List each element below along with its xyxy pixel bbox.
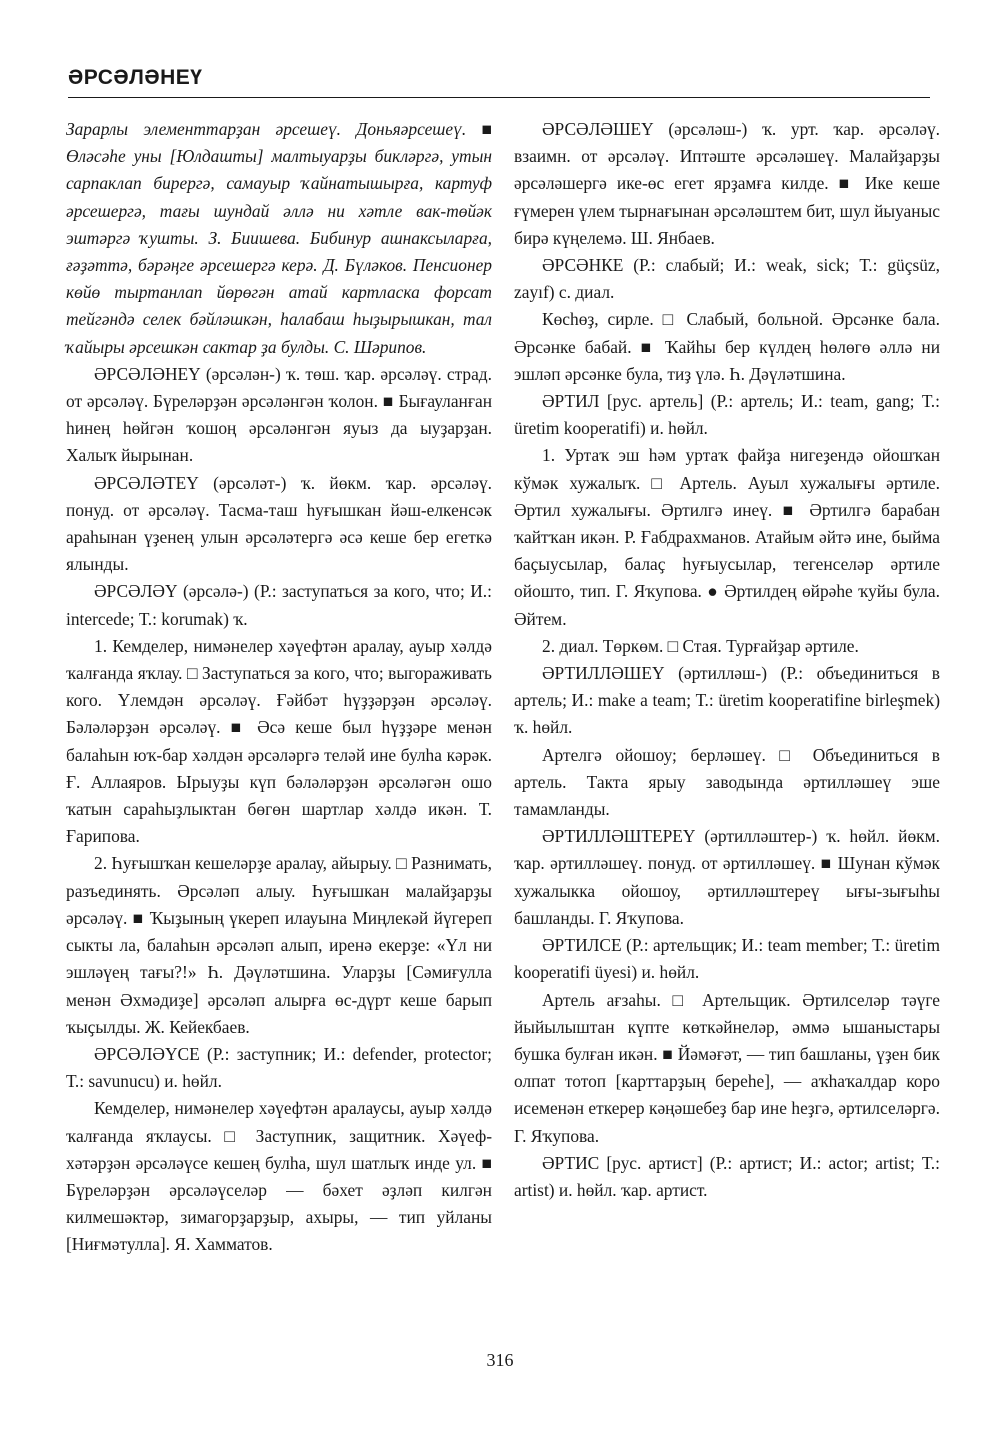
entry-arsalau: ӘРСӘЛӘҮ (әрсәлә-) (Р.: заступаться за кого, что; И.: intercede; Т.: korumak) ҡ. [66,581,492,629]
sense-1: 1. Кемделер, нимәнелер хәүефтән аралау, ауыр хәлдә ҡалғанда яҡлау. □ Заступаться за кого, что; выгораживать кого. Үлемдән әрсәләү. Ғәйбәт һүҙҙәрҙән әрсәләү. Бәләләрҙән әрсәләү. ■ Әсә кеше был һүҙҙәре менән балаһын юҡ-бар хәлдән әрсәләргә теләй ине булһа кәрәк. Ғ. Аллаяров. Ырыуҙы күп бәләләрҙән әрсәләгән ошо ҡатын сараһыҙлыктан бөгөн шартлар хәлдә икән. Т. Ғарипова. [66,635,492,847]
entry-artis: ӘРТИС [рус. артист] (Р.: артист; И.: actor; artist; Т.: artist) и. һөйл. ҡар. артист. [514,1152,940,1200]
entry-arsalause-def: Кемделер, нимәнелер хәүефтән аралаусы, ауыр хәлдә ҡалғанда яҡлаусы. □ Заступник, защитник. Хәүеф-хәтәрҙән әрсәләүсе кешең булһа, шул шатлыҡ инде ул. ■ Бүреләрҙән әрсәләүселәр — бәхет әҙләп килгән килмешәктәр, зимагорҙарҙыр, ахыры, — тип уйланы [Ниғмәтулла]. Я. Хамматов. [66,1098,492,1255]
entry-artilse-def: Артель ағзаһы. □ Артельщик. Әртилселәр тәүге йыйылыштан күпте көткәйнеләр, әммә ышаныстары бушка булған икән. ■ Йәмәғәт, — тип башланы, үҙен бик олпат тотоп [карттарҙың береһе], — аҡһаҡалдар коро исеменән еткерер кәңәшебеҙ бар ине һеҙгә, әртилселәргә. Г. Яҡупова. [514,989,940,1146]
entry-arsalateu: ӘРСӘЛӘТЕҮ (әрсәләт-) ҡ. йөкм. ҡар. әрсәләү. понуд. от әрсәләү. Тасма-таш һуғышкан йәш-елкенсәк араһынан үҙенең улын әрсәләтергә әсә кеше бер егеткә ялынды. [66,472,492,575]
entry-artil-sense-2: 2. диал. Төркөм. □ Стая. Турғайҙар әртиле. [542,635,859,656]
entry-artilse: ӘРТИЛСЕ (Р.: артельщик; И.: team member; Т.: üretim kooperatifi üyesi) и. һөйл. [514,935,940,983]
entry-arsalause: ӘРСӘЛӘҮСЕ (Р.: заступник; И.: defender, protector; Т.: savunucu) и. һөйл. [66,1043,492,1092]
sense-2: 2. Һуғышҡан кешеләрҙе аралау, айырыу. □ Разнимать, разъединять. Әрсәләп алыу. Һуғышкан малайҙарҙы әрсәләү. ■ Ҡыҙының үкереп илауына Миңлекәй йүгереп сыкты ла, балаһын әрсәләп алып, иренә екерҙе: «Үл ни эшләүең тағы?!» Һ. Дәүләтшина. Уларҙы [Сәмиғулла менән Әхмәдиҙе] әрсәләп алырға өс-дүрт кеше барып ҡыҫылды. Ж. Кейекбаев. [66,853,492,1037]
entry-artil: ӘРТИЛ [рус. артель] (Р.: артель; И.: team, gang; Т.: üretim kooperatifi) и. һөйл. [514,391,940,439]
page-number: 316 [486,1350,514,1370]
left-column [66,116,492,1259]
entry-artil-sense-1: 1. Уртаҡ эш һәм уртаҡ файҙа нигеҙендә ойошҡан кўмәк хужалыҡ. □ Артель. Ауыл хужалығы әртиле. Әртил хужалығы. Әртилгә инеү. ■ Әртилгә барабан ҡайтҡан икән. Р. Ғабдрахманов. Атайым әйтә ине, быйма баҫыусылар, балаҫ һуғыусылар, тегенселәр әртиле ойошто, тип. Г. Яҡупова. ● Әртилдең өйрәһе ҡуйы була. Әйтем. [514,445,940,629]
right-column [514,116,940,1204]
running-header: ƏРСƏЛƏНЕҮ [68,66,203,89]
entry-arsanke: ӘРСӘНКЕ (Р.: слабый; И.: weak, sick; Т.: güçsüz, zayıf) с. диал. [514,255,940,303]
entry-continuation: Зарарлы элементтарҙан әрсешеү. Доньяәрсешеү. ■ Өләсәһе уны [Юлдашты] малтыуарҙы бикләргә, утын сарпаклап бирергә, самауыр ҡайнатышырға, картуф әрсешергә, тағы шундай әллә ни хәтле вак-төйәк эштәргә ҡушты. З. Биишева. Бибинур ашнаксыларға, ғәҙәттә, бәрәңге әрсешергә керә. Д. Бүләков. Пенсионер көйө тыртанлап йөрөгән атай картласка форсат тейгәндә селек бәйләшкән, һалабаш һыҙырышкан, тал ҡайыры әрсешкән сактар ҙа булды. С. Шәрипов. [66,119,492,357]
entry-arsalasheu: ӘРСӘЛӘШЕҮ (әрсәләш-) ҡ. урт. ҡар. әрсәләү. взаимн. от әрсәләү. Иптәште әрсәләшеү. Малайҙарҙы әрсәләшергә ике-өс егет ярҙамға килде. ■ Ике кеше ғүмерен үлем тырнағынан әрсәләштем бит, шул йыуаныс бирә күңелемә. Ш. Янбаев. [514,119,940,248]
entry-artillasheu: ӘРТИЛЛӘШЕҮ (әртилләш-) (Р.: объединиться в артель; И.: make a team; Т.: üretim kooperatifine birleşmek) ҡ. һөйл. [514,663,940,738]
entry-artillasheu-def: Артелгә ойошоу; берләшеү. □ Объединиться в артель. Такта ярыу заводында әртилләшеү эше тамамланды. [514,744,940,820]
header-rule [68,97,930,98]
entry-artillashtereu: ӘРТИЛЛӘШТЕРЕҮ (әртилләштер-) ҡ. һөйл. йөкм. ҡар. әртилләшеү. понуд. от әртилләшеү. ■ Шунан кўмәк хужалыкка ойошоу, әртилләштереү ығы-зығыһы башланды. Г. Яҡупова. [514,826,940,928]
entry-arsanke-def: Көсһөҙ, сирле. □ Слабый, больной. Әрсәнке бала. Әрсәнке бабай. ■ Ҡайһы бер күлдең һөлөгө әллә ни эшләп әрсәнке була, тиҙ үлә. Һ. Дәүләтшина. [514,309,940,384]
entry-arsalaneu: ӘРСӘЛӘНЕҮ (әрсәлән-) ҡ. төш. ҡар. әрсәләү. страд. от әрсәләү. Бүреләрҙән әрсәләнгән ҡолон. ■ Бығауланған һинең һөйгән ҡошоң әрсәләнгән яуыз да ыуҙарҙан. Халыҡ йырынан. [66,363,492,466]
